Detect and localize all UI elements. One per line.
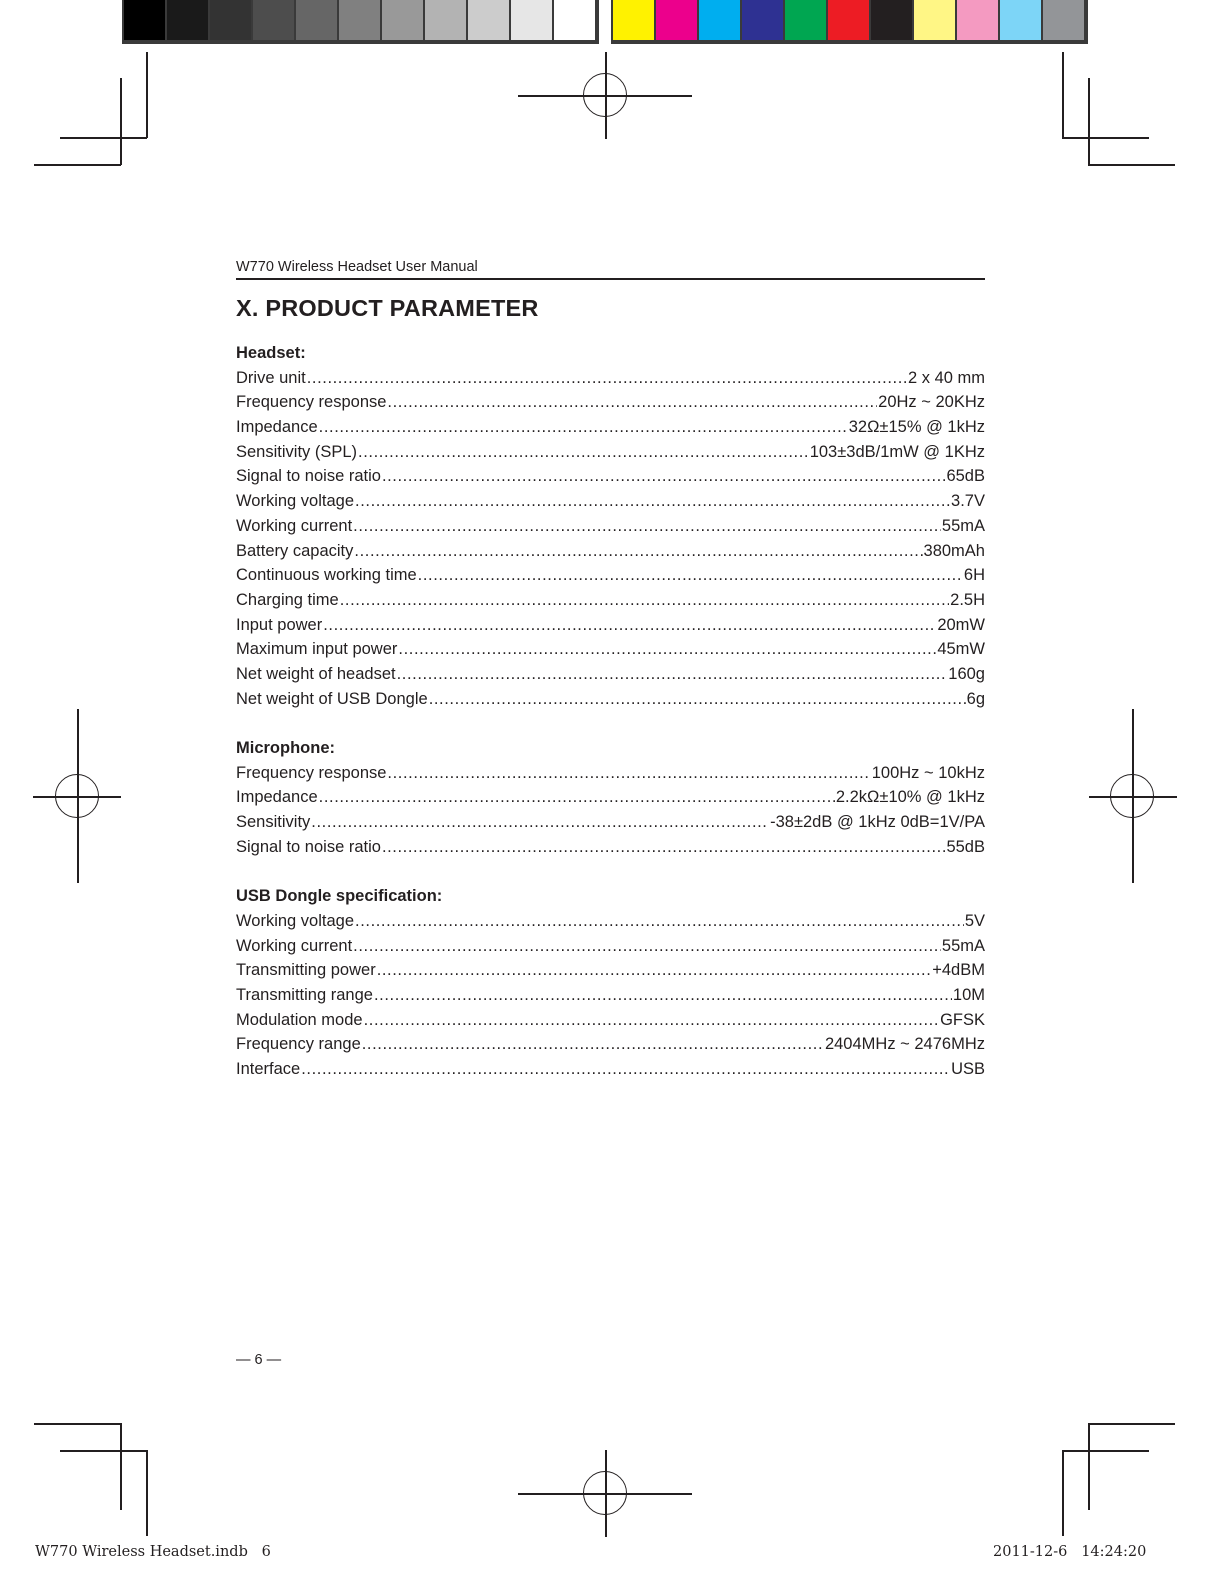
spec-value: 160g: [948, 664, 985, 683]
spec-value: 100Hz ~ 10kHz: [871, 763, 985, 782]
dot-leader: [353, 514, 941, 539]
spec-label: Modulation mode: [236, 1010, 363, 1029]
color-swatch: [210, 0, 251, 40]
crop-mark: [34, 1423, 121, 1425]
spec-value: 6H: [963, 566, 985, 585]
color-swatch: [613, 0, 654, 40]
registration-circle: [1110, 774, 1154, 818]
spec-value: 65dB: [946, 467, 985, 486]
crop-mark: [60, 137, 147, 139]
registration-circle: [55, 774, 99, 818]
spec-row: [236, 514, 985, 539]
spec-value: 45mW: [937, 640, 985, 659]
spec-label: Interface: [236, 1059, 301, 1078]
spec-row: [236, 489, 985, 514]
spec-list: [236, 366, 985, 712]
spec-label: Working current: [236, 516, 353, 535]
spec-row: [236, 958, 985, 983]
color-swatch: [1000, 0, 1041, 40]
spec-value: 10M: [952, 985, 985, 1004]
spec-value: 55dB: [946, 837, 985, 856]
spec-label: Drive unit: [236, 368, 306, 387]
spec-label: Transmitting range: [236, 985, 373, 1004]
color-swatch: [828, 0, 869, 40]
spec-label: Sensitivity: [236, 813, 311, 832]
crop-mark: [120, 78, 122, 165]
color-swatch: [914, 0, 955, 40]
spec-value: 55mA: [941, 516, 985, 535]
color-swatch: [339, 0, 380, 40]
dot-leader: [429, 687, 966, 712]
crop-mark: [1088, 164, 1175, 166]
dot-leader: [374, 983, 952, 1008]
spec-value: 380mAh: [923, 541, 985, 560]
slug-file-name: W770 Wireless Headset.indb 6: [35, 1544, 271, 1560]
dot-leader: [354, 539, 922, 564]
spec-row: [236, 687, 985, 712]
header-rule: [236, 278, 985, 280]
spec-label: Battery capacity: [236, 541, 354, 560]
dot-leader: [319, 785, 835, 810]
spec-row: [236, 810, 985, 835]
dot-leader: [319, 415, 848, 440]
spec-label: Signal to noise ratio: [236, 837, 381, 856]
color-swatch: [1043, 0, 1084, 40]
color-swatch: [468, 0, 509, 40]
spec-row: [236, 1032, 985, 1057]
dot-leader: [340, 588, 949, 613]
crop-mark: [1088, 1423, 1175, 1425]
color-swatch: [382, 0, 423, 40]
spec-value: 5V: [964, 911, 985, 930]
color-swatch: [699, 0, 740, 40]
spec-value: 3.7V: [951, 492, 985, 511]
spec-label: Transmitting power: [236, 961, 376, 980]
spec-row: [236, 464, 985, 489]
color-swatch: [742, 0, 783, 40]
crop-mark: [1062, 1450, 1149, 1452]
spec-label: Working voltage: [236, 492, 355, 511]
dot-leader: [364, 1008, 939, 1033]
spec-value: +4dBM: [932, 961, 985, 980]
crop-mark: [1088, 1423, 1090, 1510]
spec-label: Net weight of USB Dongle: [236, 689, 428, 708]
spec-row: [236, 785, 985, 810]
spec-value: 55mA: [941, 936, 985, 955]
process-color-bar: [611, 0, 1088, 44]
dot-leader: [377, 958, 932, 983]
dot-leader: [353, 934, 941, 959]
spec-label: Working voltage: [236, 911, 355, 930]
spec-value: GFSK: [940, 1010, 985, 1029]
spec-label: Impedance: [236, 788, 318, 807]
dot-leader: [307, 366, 907, 391]
grayscale-color-bar: [122, 0, 599, 44]
crop-mark: [146, 52, 148, 138]
dot-leader: [418, 563, 963, 588]
color-swatch: [656, 0, 697, 40]
spec-row: [236, 440, 985, 465]
spec-value: 2 x 40 mm: [907, 368, 985, 387]
spec-row: [236, 366, 985, 391]
spec-label: Charging time: [236, 590, 339, 609]
spec-label: Frequency response: [236, 393, 387, 412]
spec-list: [236, 761, 985, 860]
spec-row: [236, 835, 985, 860]
spec-row: [236, 983, 985, 1008]
spec-value: 32Ω±15% @ 1kHz: [848, 418, 985, 437]
spec-label: Frequency range: [236, 1035, 361, 1054]
color-swatch: [511, 0, 552, 40]
crop-mark: [1062, 137, 1149, 139]
page-title: X. PRODUCT PARAMETER: [236, 295, 539, 321]
spec-label: Sensitivity (SPL): [236, 442, 358, 461]
spec-row: [236, 1008, 985, 1033]
color-swatch: [296, 0, 337, 40]
spec-row: [236, 637, 985, 662]
dot-leader: [323, 613, 936, 638]
spec-body: [236, 341, 985, 1082]
spec-value: -38±2dB @ 1kHz 0dB=1V/PA: [770, 813, 985, 832]
spec-row: [236, 390, 985, 415]
dot-leader: [382, 464, 946, 489]
spec-row: [236, 613, 985, 638]
color-swatch: [167, 0, 208, 40]
spec-row: [236, 909, 985, 934]
spec-row: [236, 934, 985, 959]
spec-value: USB: [951, 1059, 985, 1078]
section-heading: Microphone:: [236, 739, 335, 757]
color-swatch: [871, 0, 912, 40]
spec-row: [236, 761, 985, 786]
spec-row: [236, 563, 985, 588]
spec-label: Net weight of headset: [236, 664, 396, 683]
spec-row: [236, 415, 985, 440]
spec-value: 2404MHz ~ 2476MHz: [824, 1035, 985, 1054]
crop-mark: [120, 1423, 122, 1510]
spec-row: [236, 662, 985, 687]
spec-list: [236, 909, 985, 1082]
color-swatch: [957, 0, 998, 40]
section-usb-dongle: [236, 884, 985, 1082]
spec-label: Continuous working time: [236, 566, 417, 585]
dot-leader: [301, 1057, 950, 1082]
registration-circle: [583, 73, 627, 117]
dot-leader: [311, 810, 769, 835]
dot-leader: [387, 390, 877, 415]
dot-leader: [362, 1032, 824, 1057]
section-heading: Headset:: [236, 344, 306, 362]
color-swatch: [425, 0, 466, 40]
crop-mark: [1062, 1450, 1064, 1536]
spec-label: Impedance: [236, 418, 318, 437]
dot-leader: [382, 835, 946, 860]
crop-mark: [60, 1450, 147, 1452]
crop-mark: [1062, 52, 1064, 138]
spec-row: [236, 588, 985, 613]
color-swatch: [253, 0, 294, 40]
crop-mark: [34, 164, 121, 166]
dot-leader: [398, 637, 936, 662]
dot-leader: [387, 761, 870, 786]
dot-leader: [358, 440, 809, 465]
spec-value: 20mW: [937, 615, 985, 634]
spec-value: 6g: [966, 689, 985, 708]
color-swatch: [124, 0, 165, 40]
spec-value: 2.2kΩ±10% @ 1kHz: [835, 788, 985, 807]
dot-leader: [355, 909, 964, 934]
spec-label: Frequency response: [236, 763, 387, 782]
dot-leader: [397, 662, 948, 687]
spec-row: [236, 539, 985, 564]
slug-date-time: 2011-12-6 14:24:20: [993, 1544, 1147, 1560]
color-swatch: [785, 0, 826, 40]
spec-row: [236, 1057, 985, 1082]
spec-value: 2.5H: [950, 590, 985, 609]
spec-value: 20Hz ~ 20KHz: [878, 393, 985, 412]
spec-label: Working current: [236, 936, 353, 955]
section-headset: [236, 341, 985, 711]
color-swatch: [554, 0, 595, 40]
page-number: — 6 —: [236, 1352, 282, 1368]
running-head: W770 Wireless Headset User Manual: [236, 259, 478, 275]
section-heading: USB Dongle specification:: [236, 887, 443, 906]
spec-label: Input power: [236, 615, 323, 634]
crop-mark: [1088, 78, 1090, 165]
spec-label: Maximum input power: [236, 640, 398, 659]
crop-mark: [146, 1450, 148, 1536]
spec-value: 103±3dB/1mW @ 1KHz: [809, 442, 985, 461]
section-microphone: [236, 736, 985, 859]
registration-circle: [583, 1471, 627, 1515]
spec-label: Signal to noise ratio: [236, 467, 381, 486]
dot-leader: [355, 489, 950, 514]
